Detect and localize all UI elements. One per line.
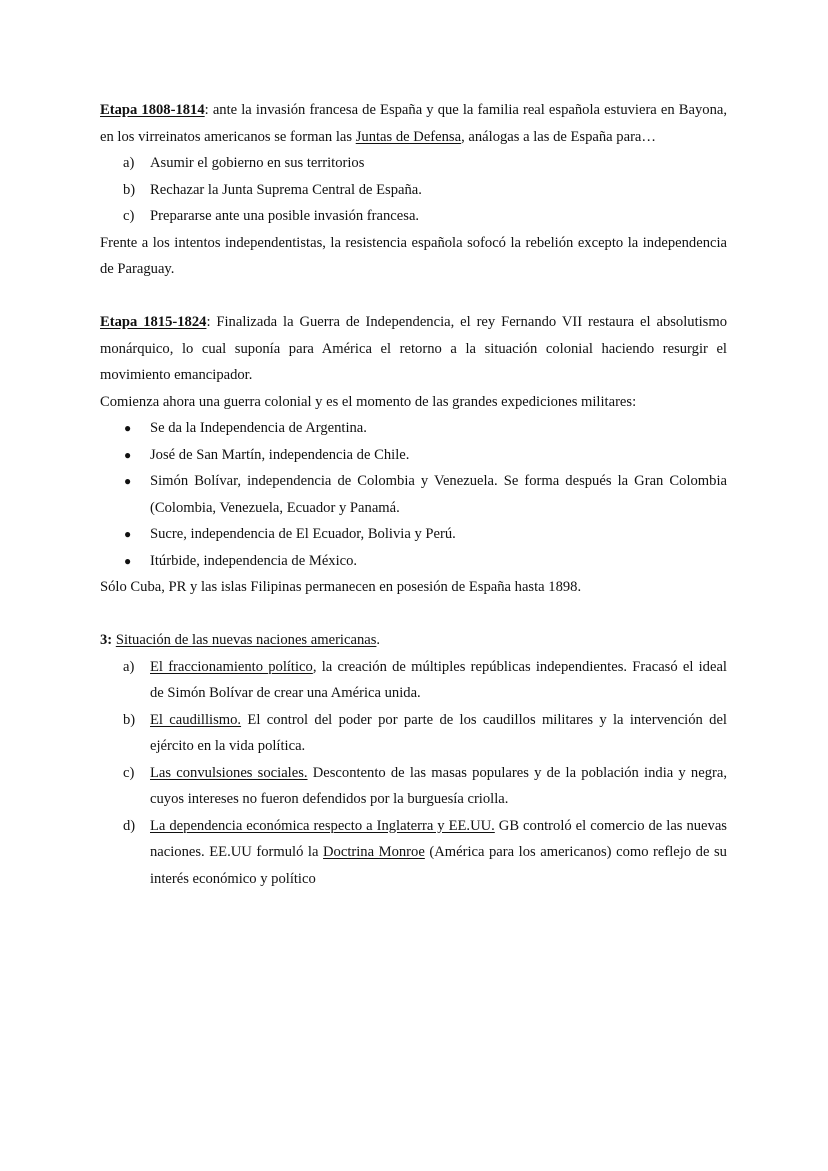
list-item xyxy=(100,203,727,230)
list-item-body: , la creación de múltiples repúblicas independientes. Fracasó el ideal de Simón Bolívar de crear una América unida. xyxy=(150,658,727,701)
list-item-text xyxy=(150,707,727,760)
etapa-1808-heading: Etapa 1808-1814 xyxy=(100,102,205,118)
list-item-label: El caudillismo. xyxy=(150,711,242,728)
etapa-1808-paragraph xyxy=(100,97,727,150)
section-3-number: 3: xyxy=(100,632,113,648)
etapa-1808-closing: Frente a los intentos independentistas, la resistencia española sofocó la rebelión excepto la independencia de Paraguay. xyxy=(100,234,727,277)
list-item-text: Se da la Independencia de Argentina. xyxy=(150,420,367,436)
section-3-title: Situación de las nuevas naciones americanas xyxy=(115,632,377,648)
list-item-text: Simón Bolívar, independencia de Colombia y Venezuela. Se forma después la Gran Colombia (Colombia, Venezuela, Ecuador y Panamá. xyxy=(150,473,727,516)
list-item xyxy=(100,548,727,575)
list-item-text xyxy=(150,654,727,707)
bullet-icon: ● xyxy=(124,553,132,568)
list-marker: b) xyxy=(123,181,136,198)
etapa-1815-intro: : Finalizada la Guerra de Independencia, el rey Fernando VII restaura el absolutismo monárquico, lo cual suponía para América el retorno a la situación colonial haciendo resurgir el movimiento emancipador. xyxy=(100,314,728,383)
juntas-de-defensa: Juntas de Defensa xyxy=(355,128,462,145)
list-marker: a) xyxy=(123,155,135,171)
paragraph-spacer xyxy=(100,601,727,628)
list-item xyxy=(100,468,727,521)
list-item xyxy=(100,760,727,813)
doctrina-monroe: Doctrina Monroe xyxy=(323,844,425,860)
bullet-icon: ● xyxy=(124,421,132,435)
list-marker: b) xyxy=(123,711,136,728)
list-item xyxy=(100,813,727,893)
list-item-body: GB controló el comercio de las nuevas naciones. EE.UU formuló la xyxy=(150,817,727,860)
etapa-1815-paragraph xyxy=(100,309,727,389)
etapa-1808-intro-a: : ante la invasión francesa de España y que la familia real española estuviera en Bayona, en los virreinatos americanos se forman las xyxy=(100,102,727,145)
list-item xyxy=(100,442,727,469)
bullet-icon: ● xyxy=(124,447,132,462)
list-item-text xyxy=(150,760,727,813)
list-item xyxy=(100,707,727,760)
paragraph-spacer xyxy=(100,283,727,310)
section-3-heading xyxy=(100,627,727,654)
section-3-list xyxy=(100,654,727,893)
bullet-icon: ● xyxy=(124,527,132,541)
list-item-text: Asumir el gobierno en sus territorios xyxy=(150,155,365,171)
list-item-body: El control del poder por parte de los caudillos militares y la intervención del ejército en la vida política. xyxy=(150,711,727,754)
etapa-1815-heading: Etapa 1815-1824 xyxy=(100,314,207,330)
bullet-icon: ● xyxy=(124,474,132,488)
list-item-body-end: (América para los americanos) como reflejo de su interés económico y político xyxy=(150,844,727,887)
list-item-text: Rechazar la Junta Suprema Central de España. xyxy=(150,181,422,198)
etapa-1815-closing: Sólo Cuba, PR y las islas Filipinas permanecen en posesión de España hasta 1898. xyxy=(100,579,582,595)
document-body xyxy=(100,97,727,892)
list-item-label: El fraccionamiento político xyxy=(150,658,313,675)
list-item-label: Las convulsiones sociales. xyxy=(150,764,308,781)
list-item-text: José de San Martín, independencia de Chile. xyxy=(150,446,410,463)
list-item-text xyxy=(150,813,727,893)
list-item-text: Prepararse ante una posible invasión francesa. xyxy=(150,208,420,224)
list-item xyxy=(100,150,727,177)
list-marker: c) xyxy=(123,764,135,781)
list-marker: a) xyxy=(123,658,135,675)
list-item-label: La dependencia económica respecto a Inglaterra y EE.UU. xyxy=(150,817,495,834)
list-item xyxy=(100,521,727,548)
list-item xyxy=(100,177,727,204)
list-item-text: Sucre, independencia de El Ecuador, Bolivia y Perú. xyxy=(150,526,456,542)
etapa-1808-intro-b: , análogas a las de España para… xyxy=(461,128,657,145)
etapa-1815-bullets xyxy=(100,415,727,574)
section-3-period: . xyxy=(376,632,381,648)
list-item xyxy=(100,415,727,442)
list-item xyxy=(100,654,727,707)
list-item-body: Descontento de las masas populares y de la población india y negra, cuyos intereses no fueron defendidos por la burguesía criolla. xyxy=(150,764,727,807)
list-item-text: Itúrbide, independencia de México. xyxy=(150,552,358,569)
etapa-1808-list xyxy=(100,150,727,230)
etapa-1815-lead: Comienza ahora una guerra colonial y es el momento de las grandes expediciones militares: xyxy=(100,393,637,410)
list-marker: d) xyxy=(123,817,136,834)
list-marker: c) xyxy=(123,208,135,224)
